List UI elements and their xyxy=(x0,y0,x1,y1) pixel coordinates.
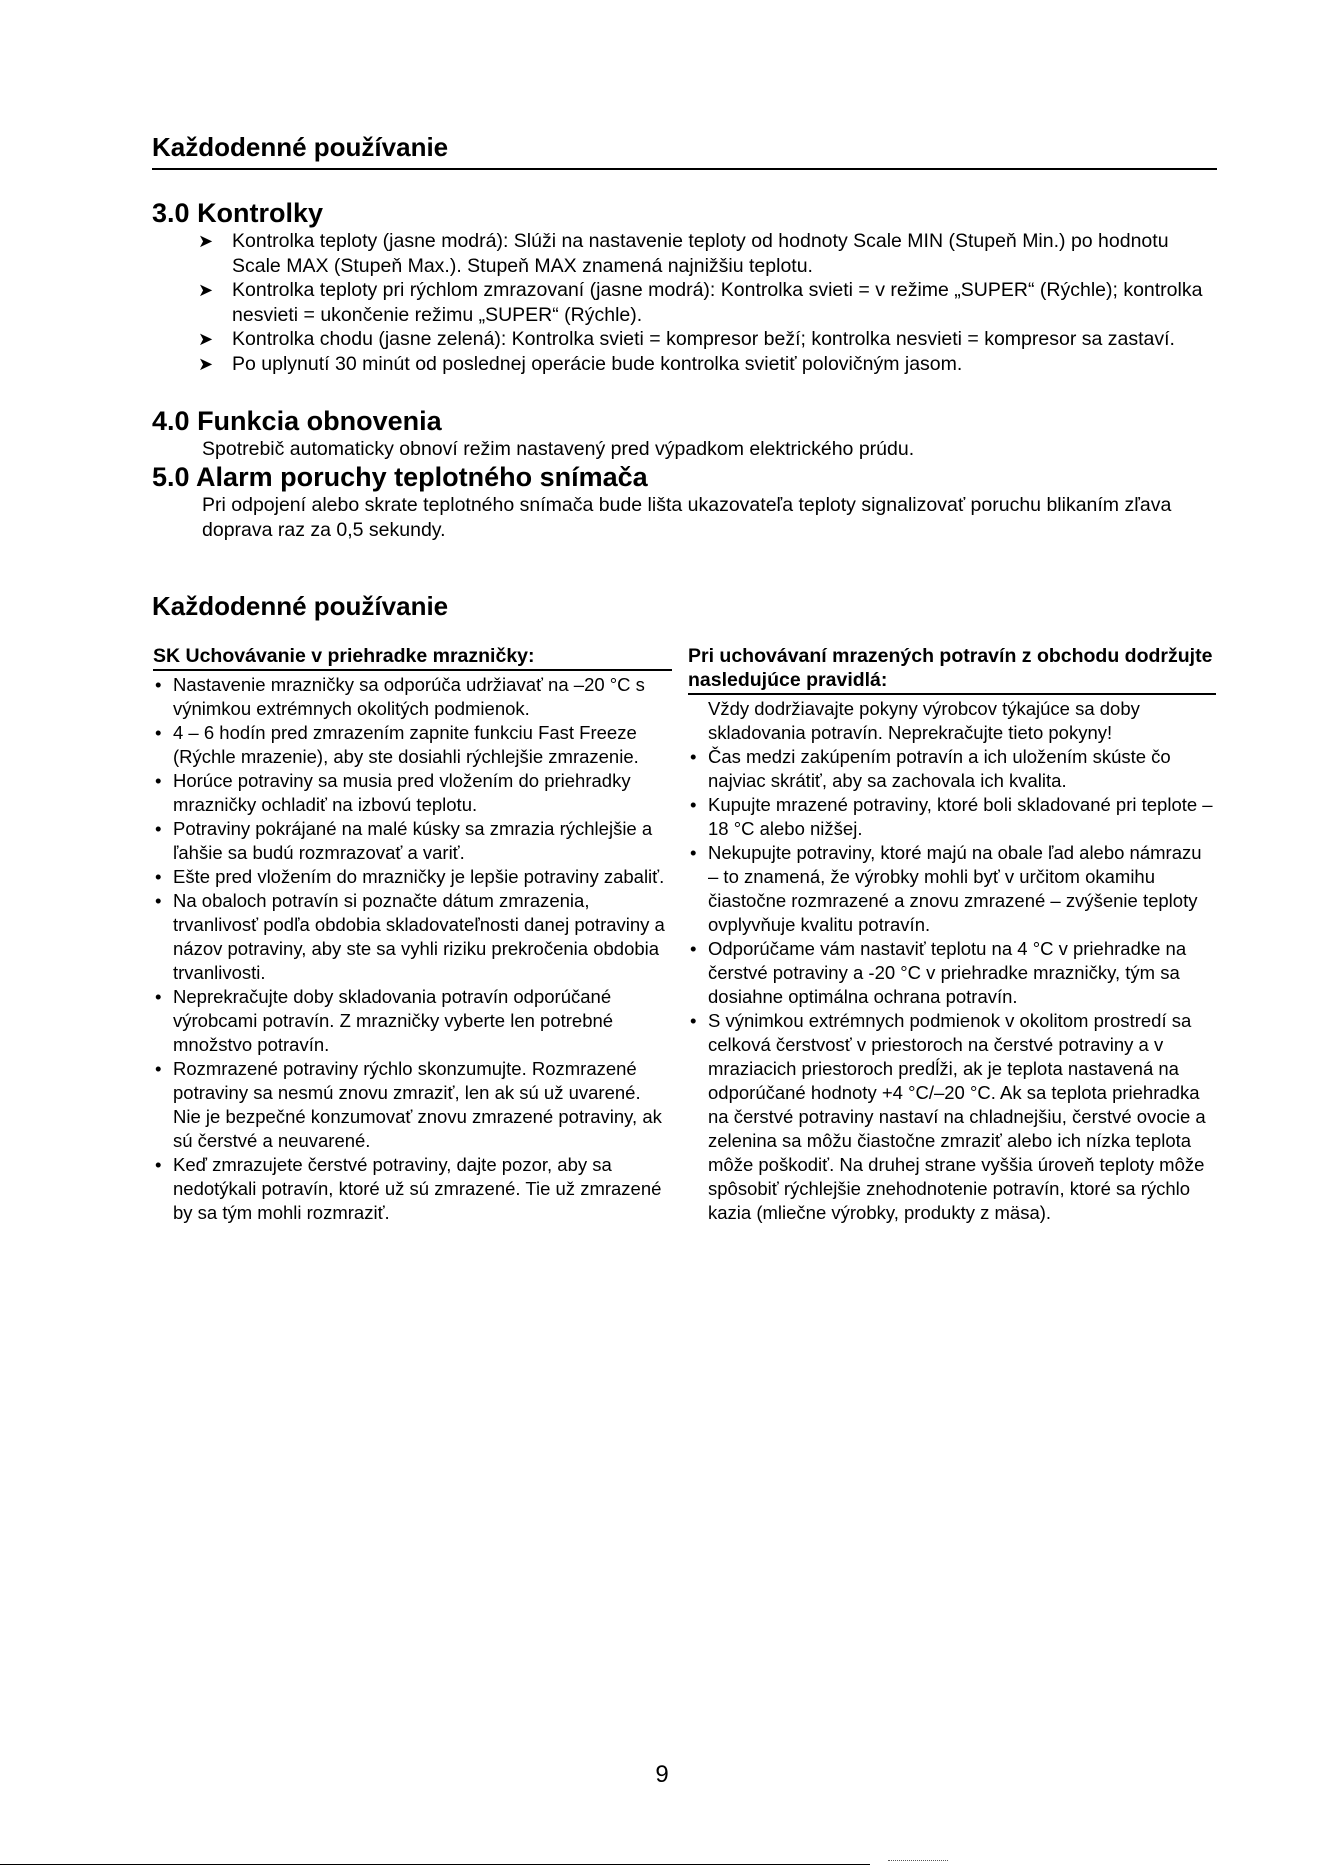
footer-mark xyxy=(888,1860,948,1869)
section-number: 3.0 xyxy=(152,198,190,228)
section-number: 4.0 xyxy=(152,406,190,436)
list-item: ➤ Po uplynutí 30 minút od poslednej operácie bude kontrolka svietiť polovičným jasom. xyxy=(198,352,963,375)
section-heading xyxy=(152,198,1222,229)
bullet-dot-icon: • xyxy=(155,1058,162,1079)
subheader-title: Každodenné používanie xyxy=(152,591,449,621)
bullet-dot-icon: • xyxy=(155,674,162,695)
section-heading xyxy=(152,406,1222,437)
bullet-dot-icon: • xyxy=(155,890,162,911)
list-item: • 4 – 6 hodín pred zmrazením zapnite funkciu Fast Freeze (Rýchle mrazenie), aby ste dosiahli rýchlejšie zmrazenie. xyxy=(155,722,639,767)
section-indicators xyxy=(152,198,1222,376)
list-item: • Potraviny pokrájané na malé kúsky sa zmrazia rýchlejšie a ľahšie sa budú rozmrazovať a variť. xyxy=(155,818,653,863)
list-item: • Neprekračujte doby skladovania potravín odporúčané výrobcami potravín. Z mrazničky vyberte len potrebné množstvo potravín. xyxy=(155,986,614,1055)
arrow-bullet-icon: ➤ xyxy=(198,329,214,349)
arrow-bullet-icon: ➤ xyxy=(198,231,214,251)
section-title: Kontrolky xyxy=(197,198,324,228)
list-item: • S výnimkou extrémnych podmienok v okolitom prostredí sa celková čerstvosť v priestoroch na čerstvé potraviny a v mraziacich priestoroch predĺži, ak je teplota nastavená na odporúčané hodnoty +4 °C/–20 °C. Ak sa teplota priehradka na čerstvé potraviny nastaví na chladnejšiu, čerstvé ovocie a zelenina sa môžu čiastočne zmraziť alebo ich nízka teplota môže poškodiť. Na druhej strane vyššia úroveň teploty môže spôsobiť rýchlejšie znehodnotenie potravín, ktoré sa rýchlo kazia (mliečne výrobky, produkty z mäsa). xyxy=(690,1010,1206,1223)
arrow-bullet-icon: ➤ xyxy=(198,280,214,300)
bullet-dot-icon: • xyxy=(690,938,697,959)
page-title: Každodenné používanie xyxy=(152,132,449,162)
bullet-dot-icon: • xyxy=(690,842,697,863)
indicator-list xyxy=(152,229,1222,376)
bullet-dot-icon: • xyxy=(690,746,697,767)
list-item: • Kupujte mrazené potraviny, ktoré boli skladované pri teplote –18 °C alebo nižšej. xyxy=(690,794,1213,839)
section-restore-function xyxy=(152,406,1222,462)
bullet-dot-icon: • xyxy=(155,866,162,887)
bullet-dot-icon: • xyxy=(690,794,697,815)
freezer-storage-column xyxy=(153,644,672,1225)
bullet-dot-icon: • xyxy=(155,1154,162,1175)
list-item: ➤ Kontrolka chodu (jasne zelená): Kontrolka svieti = kompresor beží; kontrolka nesvieti = kompresor sa zastaví. xyxy=(198,328,1175,350)
list-item: • Rozmrazené potraviny rýchlo skonzumujte. Rozmrazené potraviny sa nesmú znovu zmraziť, len ak sú už uvarené. Nie je bezpečné konzumovať znovu zmrazené potraviny, ak sú čerstvé a neuvarené. xyxy=(155,1058,662,1151)
freezer-storage-list xyxy=(153,673,672,1225)
page-number: 9 xyxy=(655,1761,669,1788)
section-text: Spotrebič automaticky obnoví režim nastavený pred výpadkom elektrického prúdu. xyxy=(202,438,915,460)
column-title: Pri uchovávaní mrazených potravín z obchodu dodržujte nasledujúce pravidlá: xyxy=(688,644,1216,695)
section-title: Funkcia obnovenia xyxy=(197,406,442,436)
section-number: 5.0 xyxy=(152,462,190,492)
bullet-dot-icon: • xyxy=(155,722,162,743)
list-item: • Odporúčame vám nastaviť teplotu na 4 °C v priehradke na čerstvé potraviny a -20 °C v priehradke mrazničky, tým sa dosiahne optimálna ochrana potravín. xyxy=(690,938,1187,1007)
list-item: • Horúce potraviny sa musia pred vložením do priehradky mrazničky ochladiť na izbovú teplotu. xyxy=(155,770,631,815)
store-bought-frozen-column xyxy=(688,644,1216,1225)
list-item: • Nekupujte potraviny, ktoré majú na obale ľad alebo námrazu – to znamená, že výrobky mohli byť v určitom okamihu čiastočne rozmrazené a znovu zmrazené – zvýšenie teploty ovplyvňuje kvalitu potravín. xyxy=(690,842,1202,935)
bullet-dot-icon: • xyxy=(155,986,162,1007)
list-item: ➤ Kontrolka teploty (jasne modrá): Slúži na nastavenie teploty od hodnoty Scale MIN (Stupeň Min.) po hodnotu Scale MAX (Stupeň Max.). Stupeň MAX znamená najnižšiu teplotu. xyxy=(198,230,1169,277)
list-item: • Čas medzi zakúpením potravín a ich uložením skúste čo najviac skrátiť, aby sa zachovala ich kvalita. xyxy=(690,746,1171,791)
bullet-dot-icon: • xyxy=(690,1010,697,1031)
bullet-dot-icon: • xyxy=(155,818,162,839)
list-item: • Nastavenie mrazničky sa odporúča udržiavať na –20 °C s výnimkou extrémnych okolitých podmienok. xyxy=(155,674,645,719)
section-sensor-alarm xyxy=(152,462,1222,542)
footer-divider xyxy=(0,1864,870,1865)
store-bought-frozen-list xyxy=(688,745,1216,1225)
column-intro: Vždy dodržiavajte pokyny výrobcov týkajúce sa doby skladovania potravín. Neprekračujte tieto pokyny! xyxy=(708,698,1140,743)
section-text: Pri odpojení alebo skrate teplotného snímača bude lišta ukazovateľa teploty signalizovať poruchu blikaním zľava doprava raz za 0,5 sekundy. xyxy=(202,494,1172,541)
list-item: • Na obaloch potravín si poznačte dátum zmrazenia, trvanlivosť podľa obdobia skladovateľnosti danej potraviny a názov potraviny, aby ste sa vyhli riziku prekročenia obdobia trvanlivosti. xyxy=(155,890,665,983)
column-title: SK Uchovávanie v priehradke mrazničky: xyxy=(153,644,672,671)
bullet-dot-icon: • xyxy=(155,770,162,791)
section-title: Alarm poruchy teplotného snímača xyxy=(196,462,648,492)
list-item: • Keď zmrazujete čerstvé potraviny, dajte pozor, aby sa nedotýkali potravín, ktoré už sú zmrazené. Tie už zmrazené by sa tým mohli rozmraziť. xyxy=(155,1154,662,1223)
list-item: • Ešte pred vložením do mrazničky je lepšie potraviny zabaliť. xyxy=(155,866,665,887)
arrow-bullet-icon: ➤ xyxy=(198,353,214,374)
section-heading xyxy=(152,462,1222,493)
page-header xyxy=(152,130,1217,170)
list-item: ➤ Kontrolka teploty pri rýchlom zmrazovaní (jasne modrá): Kontrolka svieti = v režime „SUPER“ (Rýchle); kontrolka nesvieti = ukončenie režimu „SUPER“ (Rýchle). xyxy=(198,279,1203,326)
